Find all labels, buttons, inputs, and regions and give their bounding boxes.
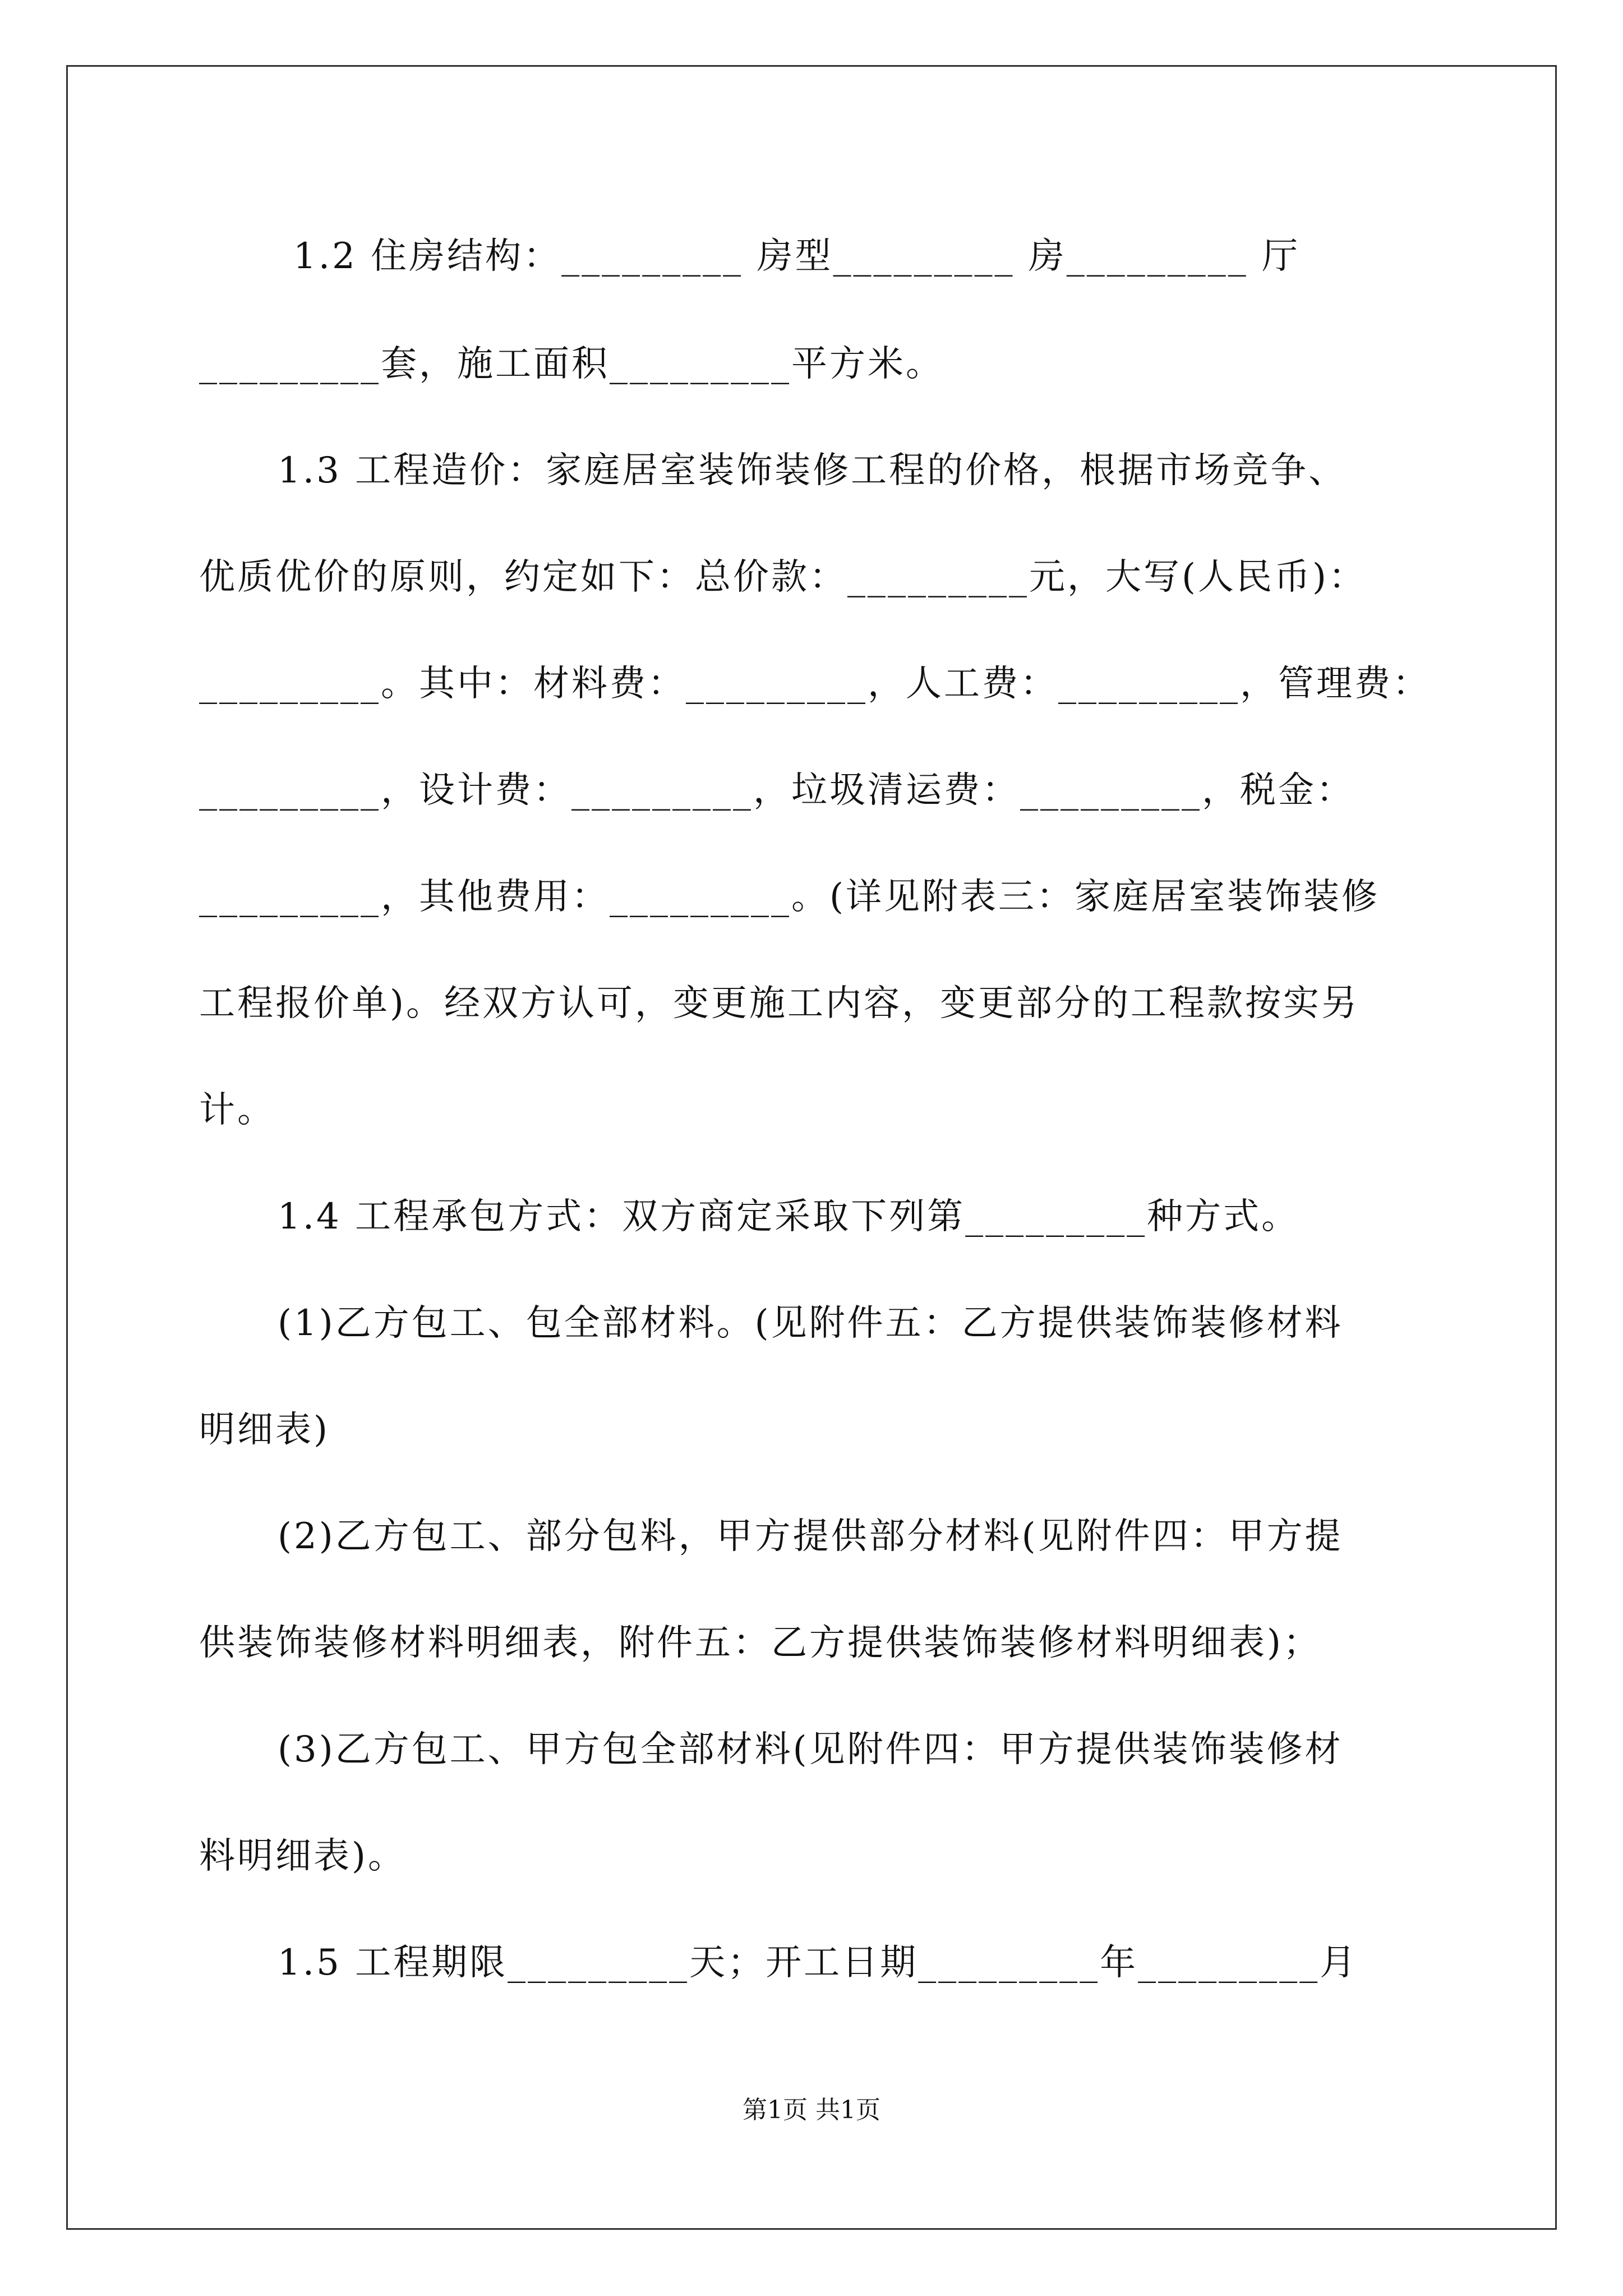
line-1-3-cost: 1.3 工程造价：家庭居室装饰装修工程的价格，根据市场竞争、 — [278, 450, 1347, 491]
line-1-3-end: 计。 — [199, 1089, 275, 1131]
line-option-1: (1)乙方包工、包全部材料。(见附件五：乙方提供装饰装修材料 — [278, 1303, 1343, 1344]
line-1-5-period: 1.5 工程期限_________天；开工日期_________年_________月 — [278, 1942, 1358, 1984]
line-option-3-cont: 料明细表)。 — [199, 1835, 406, 1877]
line-1-3-breakdown-c: _________，其他费用：_________。(详见附表三：家庭居室装饰装修 — [199, 876, 1380, 918]
line-1-3-quote: 工程报价单)。经双方认可，变更施工内容，变更部分的工程款按实另 — [199, 983, 1359, 1024]
line-1-2-structure: 1.2 住房结构：_________ 房型_________ 房_________ 厅 — [293, 236, 1301, 277]
line-option-2: (2)乙方包工、部分包料，甲方提供部分材料(见附件四：甲方提 — [278, 1516, 1343, 1557]
page-footer: 第1页 共1页 — [743, 2096, 880, 2124]
line-1-2-area: _________套，施工面积_________平方米。 — [199, 343, 944, 385]
page-border — [66, 65, 1557, 2230]
line-1-3-breakdown-a: _________。其中：材料费：_________，人工费：_________，管理费： — [199, 663, 1431, 705]
line-option-1-cont: 明细表) — [199, 1409, 330, 1451]
line-1-3-total: 优质优价的原则，约定如下：总价款：_________元，大写(人民币)： — [199, 556, 1367, 598]
line-1-3-breakdown-b: _________，设计费：_________，垃圾清运费：_________，税金： — [199, 770, 1354, 811]
line-option-2-cont: 供装饰装修材料明细表，附件五：乙方提供装饰装修材料明细表)； — [199, 1622, 1321, 1664]
line-option-3: (3)乙方包工、甲方包全部材料(见附件四：甲方提供装饰装修材 — [278, 1729, 1343, 1770]
line-1-4-method: 1.4 工程承包方式：双方商定采取下列第_________种方式。 — [278, 1196, 1300, 1237]
